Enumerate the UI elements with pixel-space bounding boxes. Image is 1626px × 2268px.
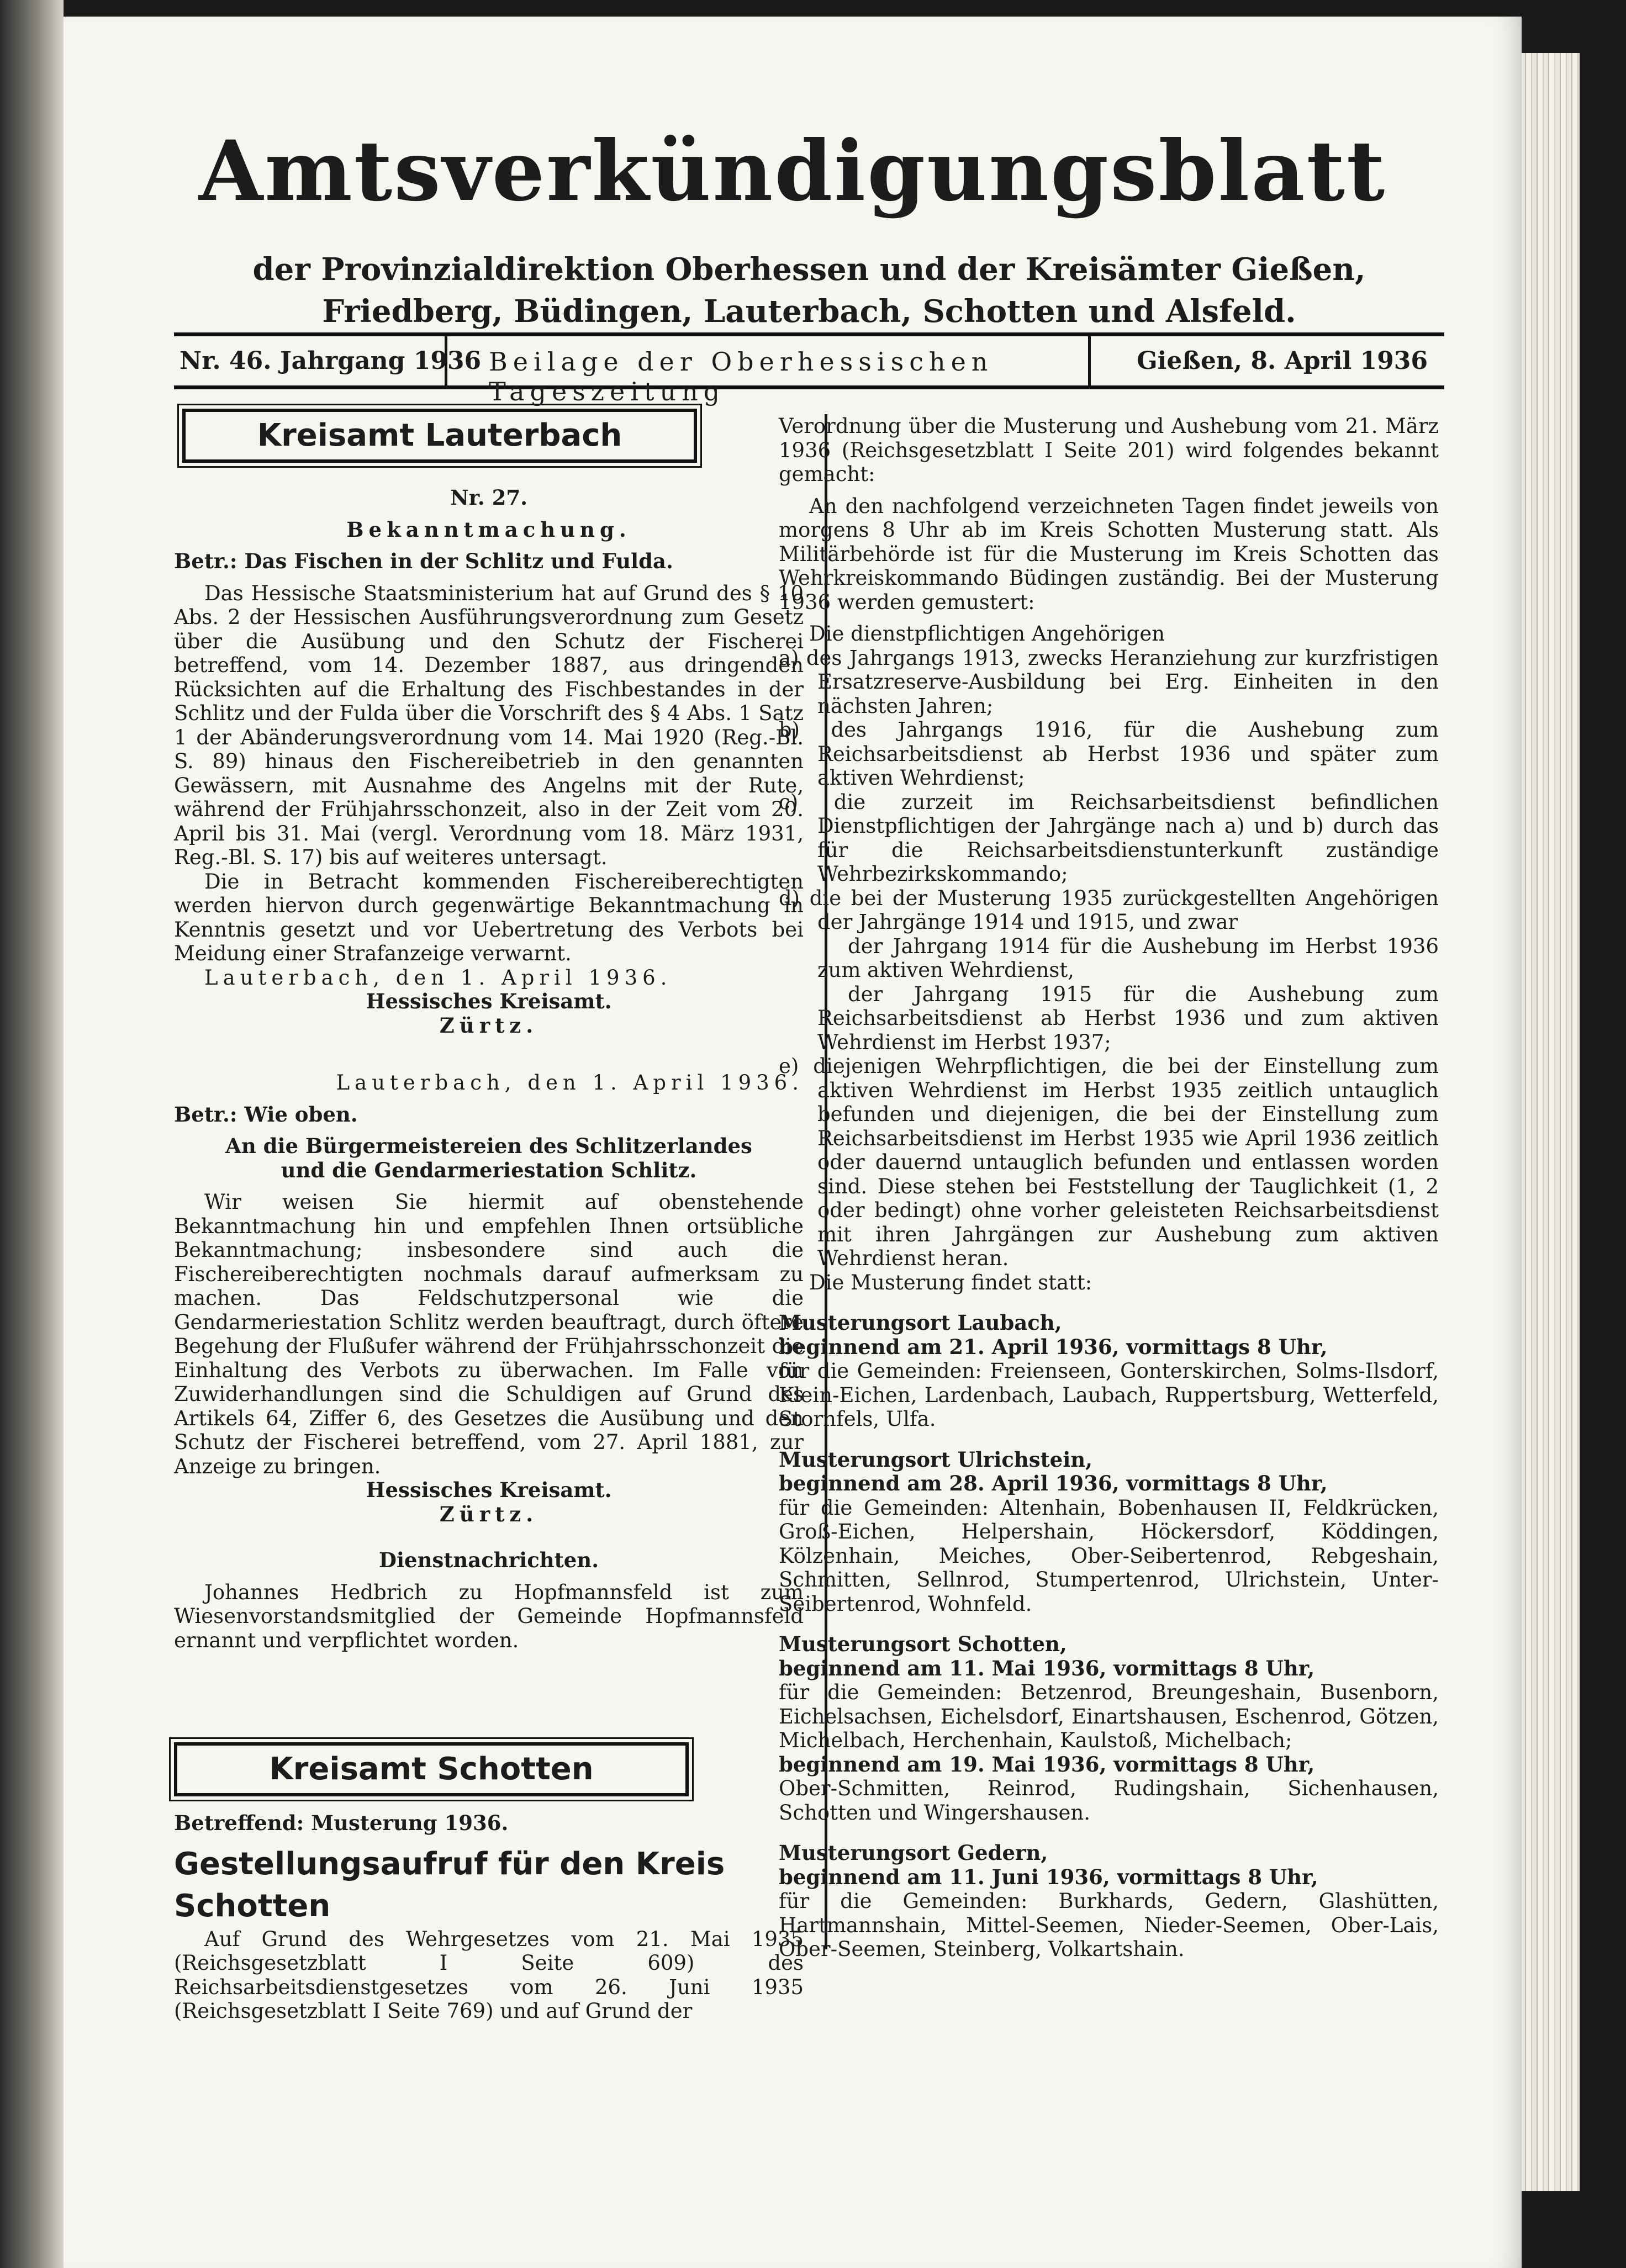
subject-line: Betr.: Wie oben. [174,1102,358,1127]
list-lead: Die dienstpflichtigen Angehörigen [809,622,1165,646]
notice-paragraph: Die in Betracht kommenden Fischereiberechtigten werden hiervon durch gegenwärtige Bekanntmachung in Kenntnis gesetzt und vor Uebertretung des Verbots bei Meidung einer Strafanzeige verwarnt. [174,869,804,965]
issue-number: Nr. 46. Jahrgang 1936 [180,347,482,375]
header-rule-top [174,332,1444,336]
issuing-office: Hessisches Kreisamt. [366,989,612,1013]
section-heading: Dienstnachrichten. [378,1548,599,1572]
signature: Zürtz. [439,1502,539,1526]
list-item: d) die bei der Musterung 1935 zurückgestellten Angehörigen der Jahrgänge 1914 und 1915, und zwar [779,886,1439,934]
notice-paragraph: An den nachfolgend verzeichneten Tagen findet jeweils von morgens 8 Uhr ab im Kreis Schotten Musterung statt. Als Militärbehörde ist für die Musterung im Kreis Schotten das Wehrkreiskommando Büdingen zuständig. Bei der Musterung 1936 werden gemustert: [779,494,1439,614]
muster-communities: für die Gemeinden: Betzenrod, Breungeshain, Busenborn, Eichelsachsen, Eichelsdorf, Einartshausen, Eschenrod, Götzen, Michelbach, Herchenhain, Kaulstoß, Michelbach; [779,1680,1439,1752]
place-date: Lauterbach, den 1. April 1936. [336,1071,804,1095]
section-box-schotten: Kreisamt Schotten [174,1742,689,1796]
subject-line: Betr.: Das Fischen in der Schlitz und Fulda. [174,549,673,573]
muster-location: Musterungsort Schotten, [779,1632,1067,1656]
list-item: b) des Jahrgangs 1916, für die Aushebung zum Reichsarbeitsdienst ab Herbst 1936 und später zum aktiven Wehrdienst; [779,718,1439,790]
muster-date: beginnend am 28. April 1936, vormittags 8 Uhr, [779,1471,1328,1495]
list-item: a) des Jahrgangs 1913, zwecks Heranziehung zur kurzfristigen Ersatzreserve-Ausbildung bei Erg. Einheiten in den nächsten Jahren; [779,646,1439,718]
masthead-title: Amtsverkündigungsblatt [198,123,1387,220]
masthead-subtitle: der Provinzialdirektion Oberhessen und der Kreisämter Gießen, Friedberg, Büdingen, Lauterbach, Schotten und Alsfeld. [252,251,1366,330]
issuing-office: Hessisches Kreisamt. [366,1478,612,1502]
place-date: Lauterbach, den 1. April 1936. [204,965,672,990]
muster-date: beginnend am 19. Mai 1936, vormittags 8 Uhr, [779,1752,1315,1777]
list-lead: Die Musterung findet statt: [809,1270,1092,1294]
issue-date: Gießen, 8. April 1936 [1137,347,1428,375]
newspaper-page [64,17,1522,2268]
list-subitem: der Jahrgang 1915 für die Aushebung zum Reichsarbeitsdienst ab Herbst 1936 und zum aktiven Wehrdienst im Herbst 1937; [817,982,1439,1054]
muster-communities: Ober-Schmitten, Reinrod, Rudingshain, Sichenhausen, Schotten und Wingershausen. [779,1777,1439,1825]
list-subitem: der Jahrgang 1914 für die Aushebung im Herbst 1936 zum aktiven Wehrdienst, [817,934,1439,982]
notice-number: Nr. 27. [450,485,528,510]
muster-date: beginnend am 11. Juni 1936, vormittags 8 Uhr, [779,1864,1318,1889]
muster-location: Musterungsort Ulrichstein, [779,1447,1093,1472]
notice-paragraph: Johannes Hedbrich zu Hopfmannsfeld ist zum Wiesenvorstandsmitglied der Gemeinde Hopfmannsfeld ernannt und verpflichtet worden. [174,1580,804,1652]
list-item: e) diejenigen Wehrpflichtigen, die bei der Einstellung zum aktiven Wehrdienst im Herbst 1935 zeitlich untauglich befunden und diejenigen, die bei der Einstellung zum Reichsarbeitsdienst im Herbst 1935 wie April 1936 zeitlich oder dauernd untauglich befunden und entlassen worden sind. Diese stehen bei Feststellung der Tauglichkeit (1, 2 oder bedingt) ohne vorher geleisteten Reichsarbeitsdienst mit ihren Jahrgängen zur Aushebung zum aktiven Wehrdienst heran. [779,1054,1439,1270]
muster-date: beginnend am 11. Mai 1936, vormittags 8 Uhr, [779,1656,1315,1680]
notice-paragraph: Auf Grund des Wehrgesetzes vom 21. Mai 1935 (Reichsgesetzblatt I Seite 609) des Reichsarbeitsdienstgesetzes vom 26. Juni 1935 (Reichsgesetzblatt I Seite 769) und auf Grund der [174,1927,804,2023]
notice-heading: Bekanntmachung. [346,517,631,542]
left-column-lower [174,1811,804,2023]
muster-location: Musterungsort Gedern, [779,1841,1048,1865]
muster-location: Musterungsort Laubach, [779,1310,1062,1335]
left-column [174,486,804,1652]
muster-date: beginnend am 21. April 1936, vormittags 8 Uhr, [779,1334,1328,1359]
section-box-lauterbach: Kreisamt Lauterbach [182,409,697,463]
subject-line: Betreffend: Musterung 1936. [174,1811,509,1835]
article-heading: Gestellungsaufruf für den Kreis Schotten [174,1846,725,1924]
intro-paragraph: Verordnung über die Musterung und Aushebung vom 21. März 1936 (Reichsgesetzblatt I Seite 201) wird folgendes bekannt gemacht: [779,414,1439,486]
list-item: c) die zurzeit im Reichsarbeitsdienst befindlichen Dienstpflichtigen der Jahrgänge nach a) und b) durch das für die Reichsarbeitsdienstunterkunft zuständige Wehrbezirkskommando; [779,790,1439,886]
right-column [779,414,1439,1962]
muster-communities: für die Gemeinden: Burkhards, Gedern, Glashütten, Hartmannshain, Mittel-Seemen, Nieder-Seemen, Ober-Lais, Ober-Seemen, Steinberg, Volkartshain. [779,1889,1439,1961]
notice-paragraph: Wir weisen Sie hiermit auf obenstehende Bekanntmachung hin und empfehlen Ihnen ortsübliche Bekanntmachung; insbesondere sind auch die Fischereiberechtigten nochmals darauf aufmerksam zu machen. Das Feldschutzpersonal wie die Gendarmeriestation Schlitz werden beauftragt, durch öftere Begehung der Flußufer während der Frühjahrsschonzeit die Einhaltung des Verbots zu überwachen. Im Falle von Zuwiderhandlungen sind die Schuldigen auf Grund des Artikels 64, Ziffer 6, des Gesetzes die Ausübung und den Schutz der Fischerei betreffend, vom 27. April 1881, zur Anzeige zu bringen. [174,1190,804,1478]
muster-communities: für die Gemeinden: Freienseen, Gonterskirchen, Solms-Ilsdorf, Klein-Eichen, Lardenbach, Laubach, Ruppertsburg, Wetterfeld, Stornfels, Ulfa. [779,1359,1439,1431]
signature: Zürtz. [439,1013,539,1038]
supplement-note: Beilage der Oberhessischen Tageszeitung [489,347,994,406]
book-left-edge [0,0,64,2268]
muster-communities: für die Gemeinden: Altenhain, Bobenhausen II, Feldkrücken, Groß-Eichen, Helpershain, Höckersdorf, Köddingen, Kölzenhain, Meiches, Ober-Seibertenrod, Rebgeshain, Schmitten, Sellnrod, Stumpertenrod, Ulrichstein, Unter-Seibertenrod, Wohnfeld. [779,1495,1439,1616]
notice-paragraph: Das Hessische Staatsministerium hat auf Grund des § 10 Abs. 2 der Hessischen Ausführungsverordnung zum Gesetz über die Ausübung und den Schutz der Fischerei betreffend, vom 14. Dezember 1887, aus dringenden Rücksichten auf die Erhaltung des Fischbestandes in der Schlitz und der Fulda über die Vorschrift des § 4 Abs. 1 Satz 1 der Abänderungsverordnung vom 14. Mai 1920 (Reg.-Bl. S. 89) hinaus den Fischereibetrieb in den genannten Gewässern, mit Ausnahme des Angelns mit der Rute, während der Frühjahrsschonzeit, also in der Zeit vom 20. April bis 31. Mai (vergl. Verordnung vom 18. März 1931, Reg.-Bl. S. 17) bis auf weiteres untersagt. [174,581,804,869]
addressee: An die Bürgermeistereien des Schlitzerlandes und die Gendarmeriestation Schlitz. [225,1134,752,1182]
